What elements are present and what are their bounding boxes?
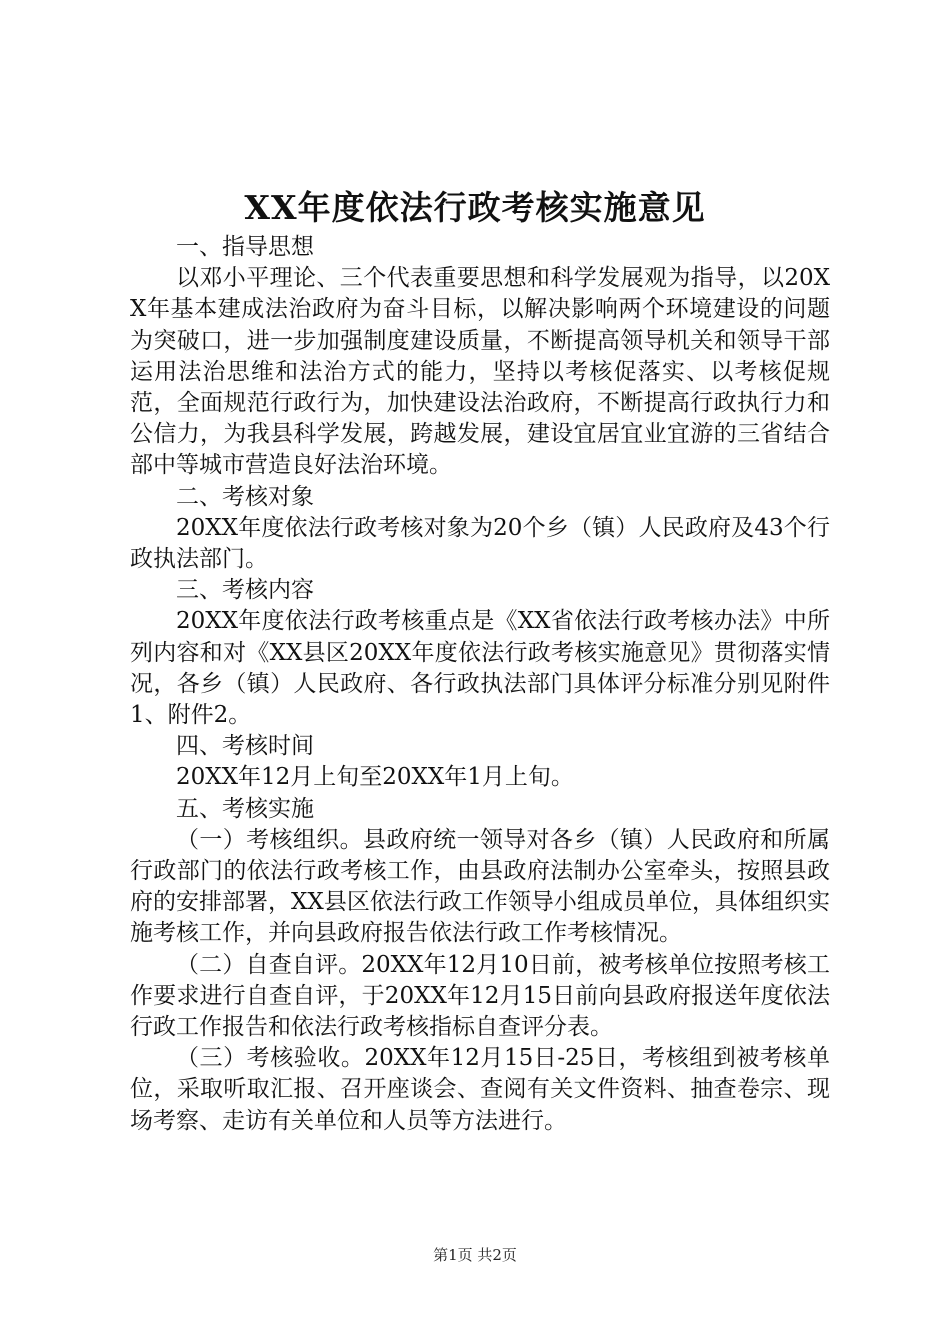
paragraph-assessment-organization: （一）考核组织。县政府统一领导对各乡（镇）人民政府和所属行政部门的依法行政考核工作，由县政府法制办公室牵头，按照县政府的安排部署，XX县区依法行政工作领导小组成员单位，具体组织实施考核工作，并向县政府报告依法行政工作考核情况。 <box>130 826 830 947</box>
document-title: XX年度依法行政考核实施意见 <box>244 188 706 227</box>
paragraph-assessment-content: 20XX年度依法行政考核重点是《XX省依法行政考核办法》中所列内容和对《XX县区20XX年度依法行政考核实施意见》贯彻落实情况，各乡（镇）人民政府、各行政执法部门具体评分标准分别见附件1、附件2。 <box>130 608 830 729</box>
paragraph-self-evaluation: （二）自查自评。20XX年12月10日前，被考核单位按照考核工作要求进行自查自评，于20XX年12月15日前向县政府报送年度依法行政工作报告和依法行政考核指标自查评分表。 <box>130 951 830 1041</box>
section-heading-guiding-ideology: 一、指导思想 <box>176 234 314 260</box>
paragraph-assessment-time: 20XX年12月上旬至20XX年1月上旬。 <box>176 764 574 791</box>
paragraph-assessment-objects: 20XX年度依法行政考核对象为20个乡（镇）人民政府及43个行政执法部门。 <box>130 514 830 573</box>
page-number-footer: 第1页 共2页 <box>433 1246 517 1264</box>
section-heading-assessment-time: 四、考核时间 <box>176 733 314 760</box>
document-body <box>130 232 830 1137</box>
paragraph-guiding-ideology: 以邓小平理论、三个代表重要思想和科学发展观为指导，以20XX年基本建成法治政府为奋斗目标，以解决影响两个环境建设的问题为突破口，进一步加强制度建设质量，不断提高领导机关和领导干部运用法治思维和法治方式的能力，坚持以考核促落实、以考核促规范，全面规范行政行为，加快建设法治政府，不断提高行政执行力和公信力，为我县科学发展，跨越发展，建设宜居宜业宜游的三省结合部中等城市营造良好法治环境。 <box>130 265 830 479</box>
section-heading-assessment-implementation: 五、考核实施 <box>176 795 314 822</box>
paragraph-acceptance-check: （三）考核验收。20XX年12月15日-25日，考核组到被考核单位，采取听取汇报、召开座谈会、查阅有关文件资料、抽查卷宗、现场考察、走访有关单位和人员等方法进行。 <box>130 1045 830 1134</box>
section-heading-assessment-content: 三、考核内容 <box>176 577 314 604</box>
section-heading-assessment-objects: 二、考核对象 <box>176 483 314 510</box>
